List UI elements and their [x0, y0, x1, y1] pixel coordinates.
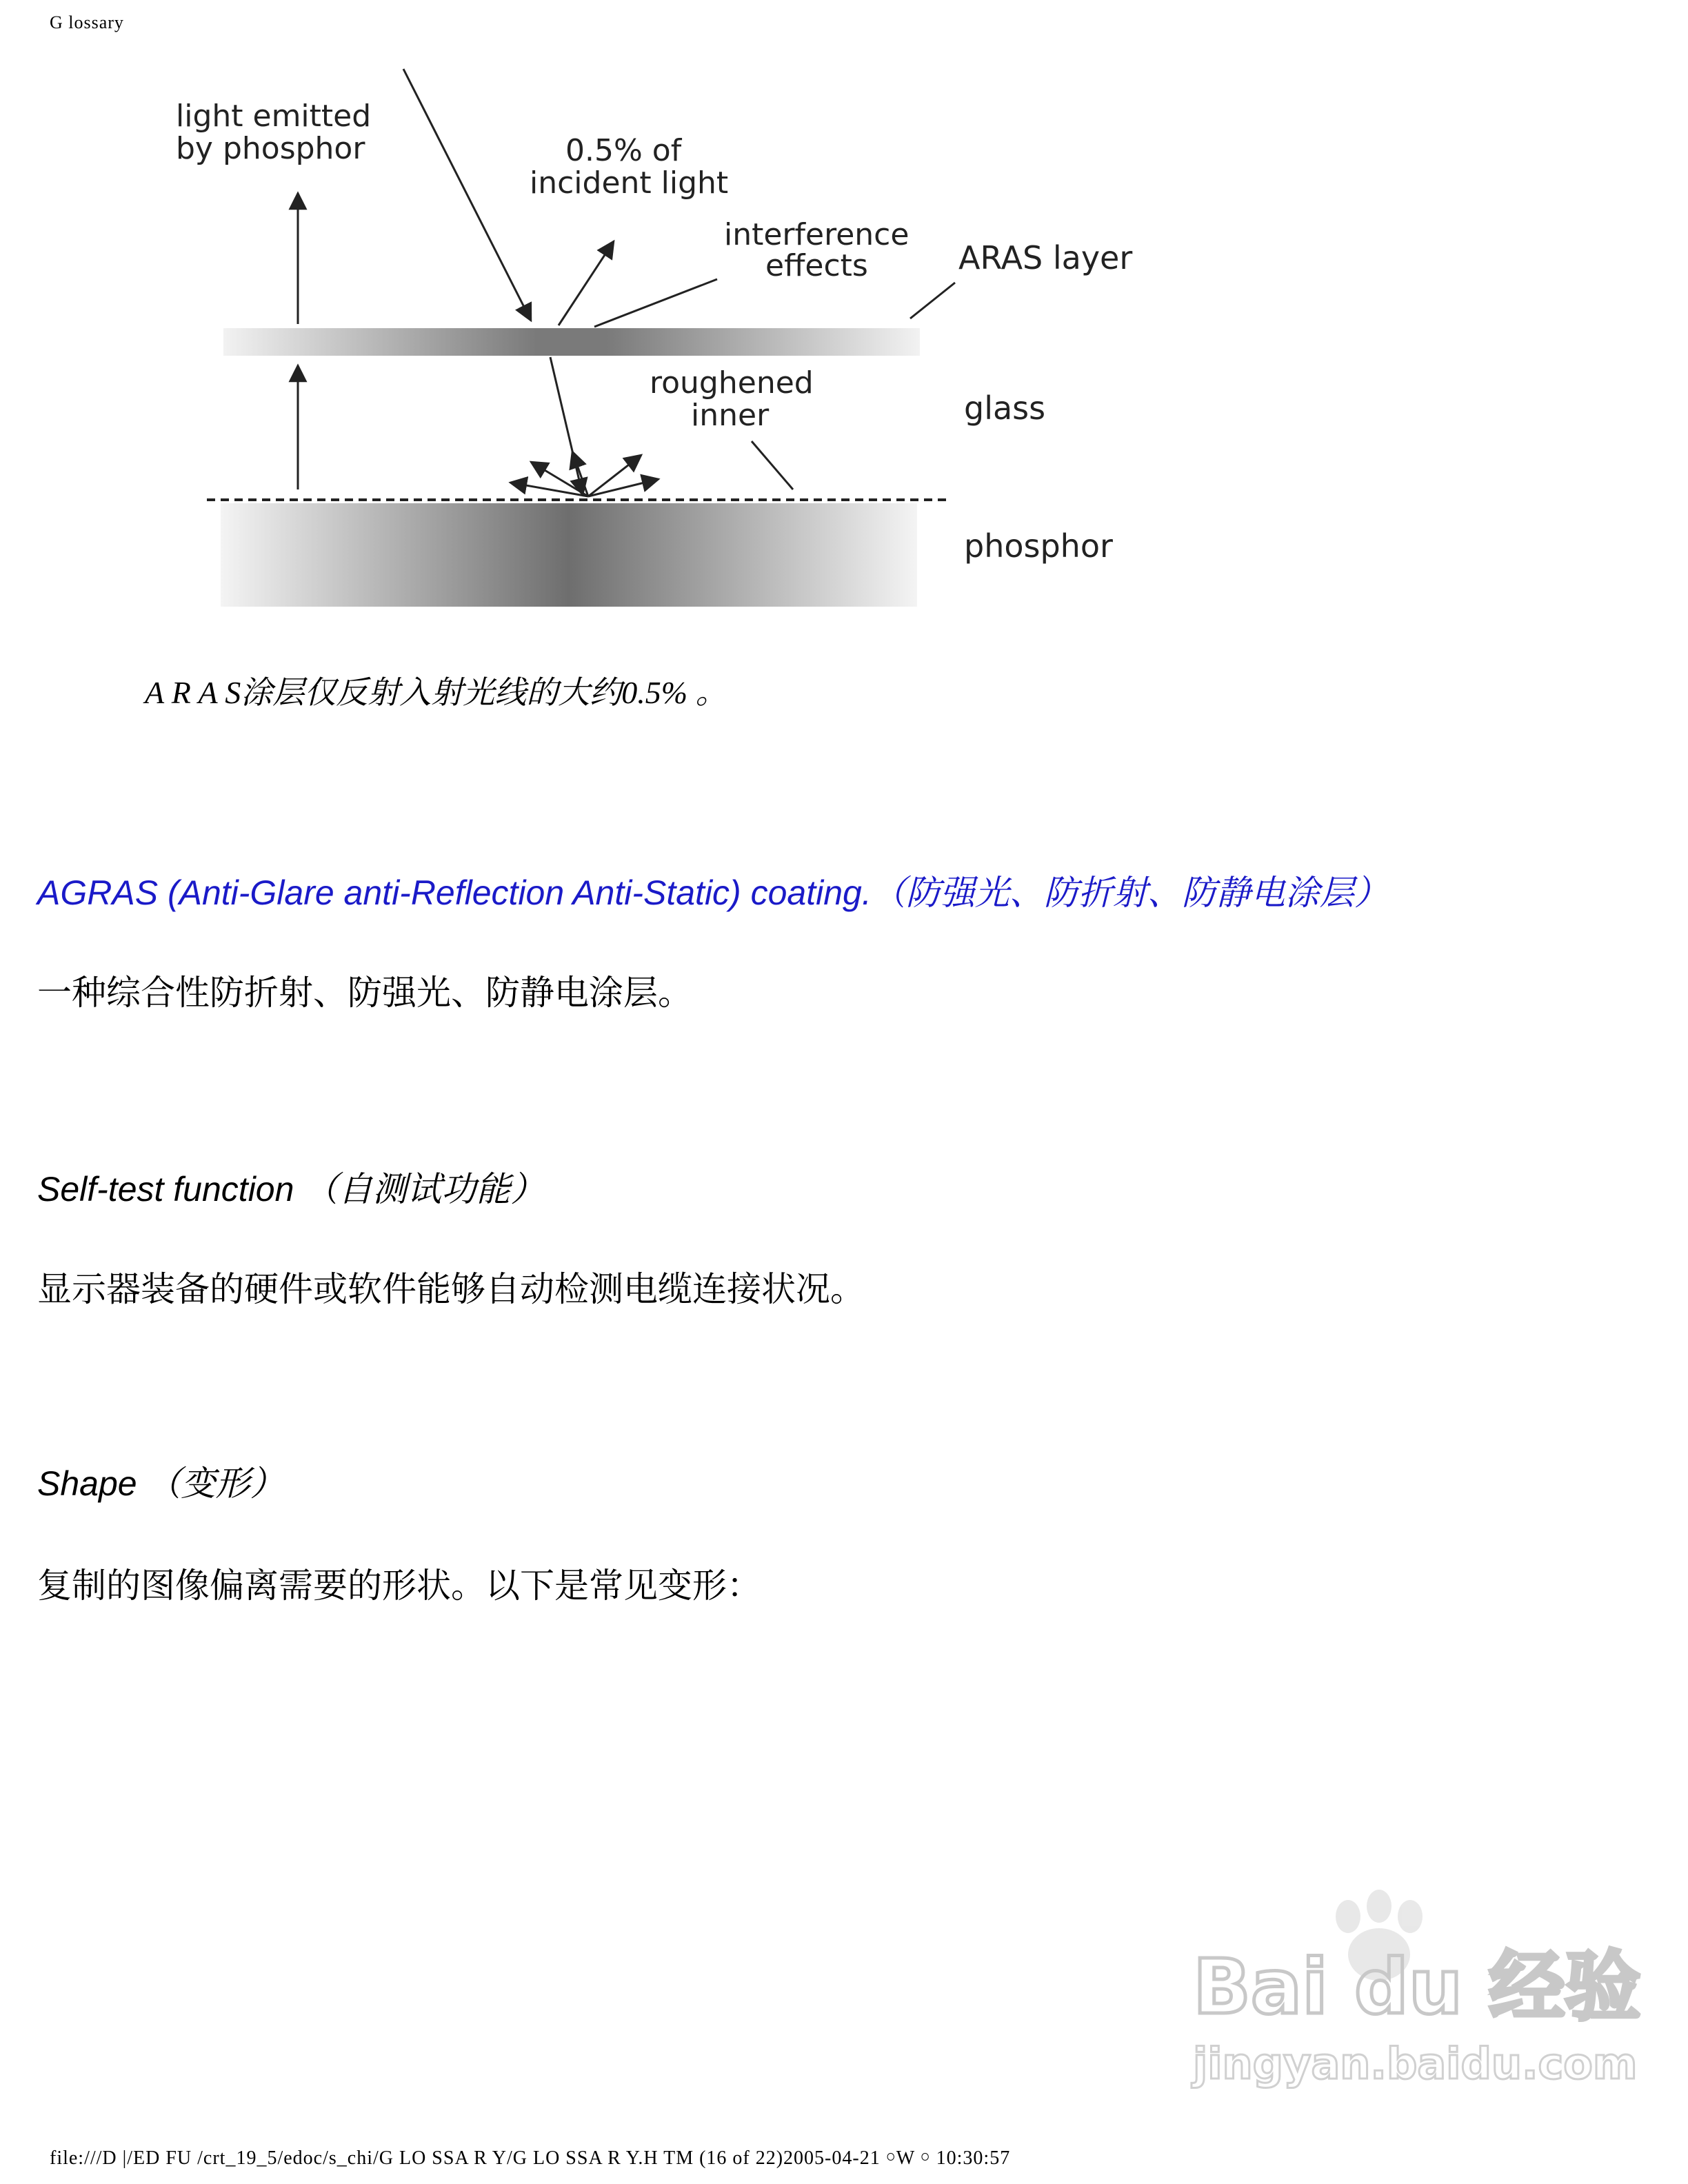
label-light-emitted-2: by phosphor	[176, 131, 365, 166]
label-aras-layer: ARAS layer	[958, 239, 1133, 276]
phosphor-band	[221, 503, 917, 607]
reflected-arrow	[559, 241, 614, 325]
label-roughened-1: roughened	[650, 365, 814, 401]
agras-term	[37, 865, 1389, 915]
shape-term	[37, 1456, 284, 1506]
selftest-description: 显示器装备的硬件或软件能够自动检测电缆连接状况。	[37, 1269, 865, 1309]
watermark-url: jingyan.baidu.com	[1193, 2039, 1638, 2089]
aras-diagram	[172, 55, 1172, 634]
baidu-watermark	[1172, 1889, 1641, 2096]
label-incident-1: 0.5% of	[565, 133, 682, 168]
aras-pointer	[910, 283, 955, 318]
label-roughened-2: inner	[691, 398, 770, 433]
label-phosphor: phosphor	[964, 527, 1113, 565]
selftest-term-cn: （自测试功能）	[303, 1169, 545, 1209]
selftest-term	[37, 1162, 545, 1211]
agras-term-en: AGRAS (Anti-Glare anti-Reflection Anti-Static) coating.	[37, 873, 872, 912]
label-glass: glass	[964, 390, 1046, 427]
selftest-term-en: Self-test function	[37, 1170, 304, 1209]
interference-pointer	[594, 279, 717, 327]
scatter-arrows	[510, 452, 659, 496]
shape-term-en: Shape	[37, 1464, 147, 1503]
label-interference-1: interference	[724, 217, 910, 252]
shape-description: 复制的图像偏离需要的形状。以下是常见变形：	[37, 1566, 761, 1606]
incident-arrow	[403, 69, 531, 321]
agras-term-cn: （防强光、防折射、防静电涂层）	[871, 873, 1389, 913]
shape-term-cn: （变形）	[146, 1464, 285, 1504]
agras-description: 一种综合性防折射、防强光、防静电涂层。	[37, 973, 692, 1013]
page-header-title: G lossary	[50, 12, 124, 32]
label-interference-2: effects	[765, 248, 868, 283]
diagram-caption: A R A S涂层仅反射入射光线的大约0.5% 。	[145, 675, 727, 710]
transmitted-arrow	[550, 357, 583, 495]
label-light-emitted-1: light emitted	[176, 99, 372, 134]
watermark-brand: Bai du 经验	[1193, 1943, 1641, 2031]
roughened-pointer-line	[752, 441, 793, 489]
page-footer-path: file:///D |/ED FU /crt_19_5/edoc/s_chi/G LO SSA R Y/G LO SSA R Y.H TM (16 of 22)2005-04-21 ￮W ￮ 10:30:57	[50, 2147, 1011, 2169]
roughened-pointer	[896, 472, 934, 491]
label-incident-2: incident light	[530, 165, 729, 201]
aras-layer-band	[223, 328, 920, 356]
